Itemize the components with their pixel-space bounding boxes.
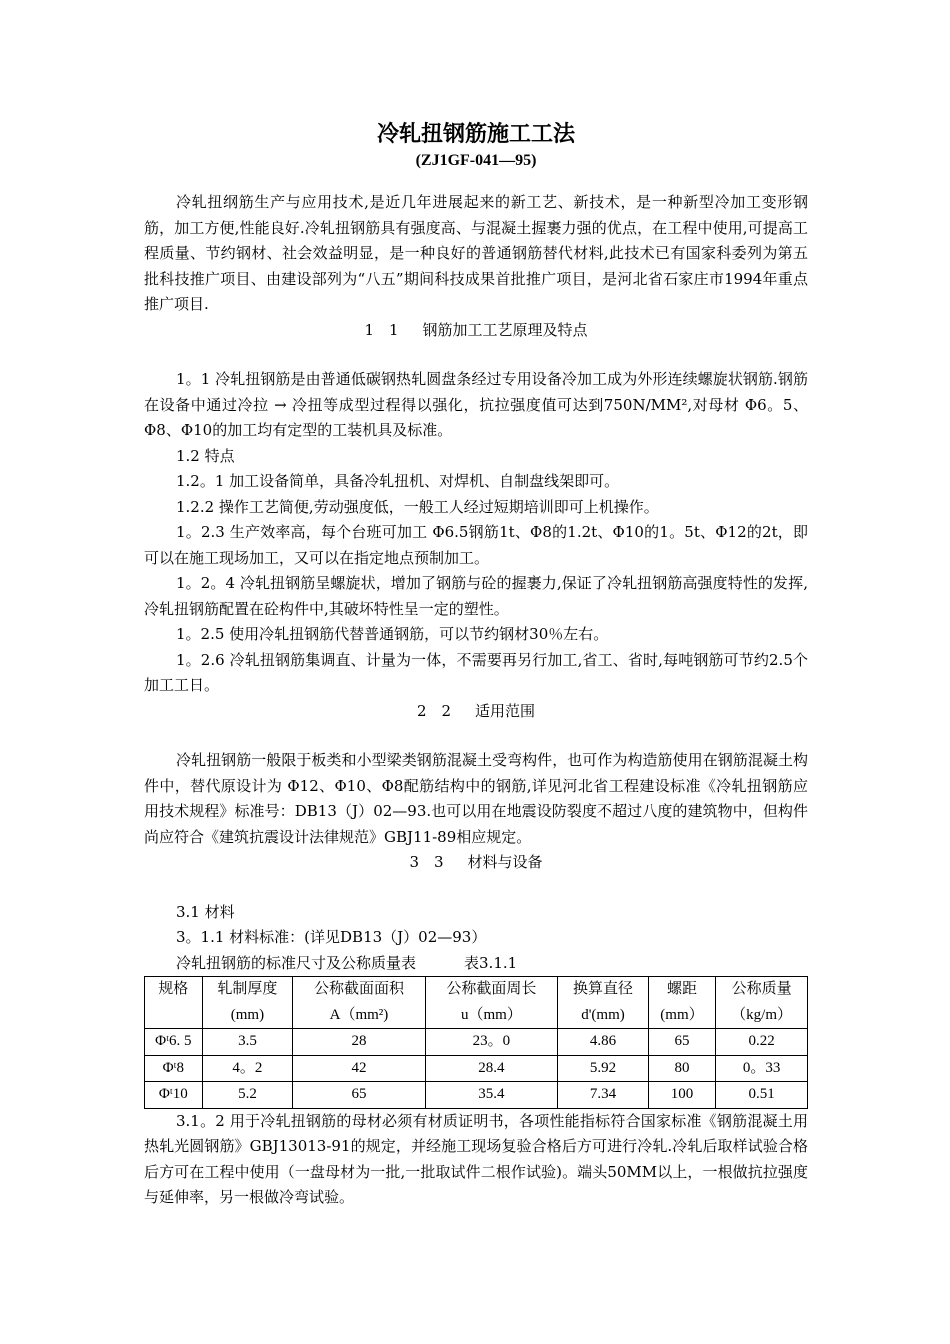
table-cell: 65 [648,1029,715,1056]
table-cell: 3.5 [202,1029,293,1056]
table-header-cell [558,977,649,1029]
section-3-number: 3 3 [409,853,444,871]
table-cell: 0。33 [716,1055,808,1082]
header-line-2: （kg/m） [731,1006,792,1023]
table-cell: 80 [648,1055,715,1082]
header-line-2: d'(mm) [581,1006,625,1023]
paragraph-1-2-1: 1.2。1 加工设备简单，具备冷轧扭机、对焊机、自制盘线架即可。 [176,472,620,490]
document-title: 冷轧扭钢筋施工工法 [376,121,575,147]
table-caption [144,951,808,977]
paragraph-1-2: 1.2 特点 [176,446,235,465]
paragraph-1-2-4: 1。2。4 冷轧扭钢筋呈螺旋状，增加了钢筋与砼的握裹力,保证了冷轧扭钢筋高强度特性的发挥,冷轧扭钢筋配置在砼构件中,其破坏特性呈一定的塑性。 [144,574,808,618]
table-cell: 28 [293,1029,425,1056]
paragraph-2: 冷轧扭钢筋一般限于板类和小型梁类钢筋混凝土受弯构件，也可作为构造筋使用在钢筋混凝土构件中，替代原设计为 Φ12、Φ10、Φ8配筋结构中的钢筋,详见河北省工程建设标准《冷轧扭钢筋应用技术规程》标准号：DB13（J）02—93.也可以用在地震设防裂度不超过八度的建筑物中，但构件尚应符合《建筑抗震设计法律规范》GBJ11-89相应规定。 [144,751,808,846]
section-1-number: 1 1 [364,320,399,339]
table-cell: 65 [293,1082,425,1109]
table-header-cell [202,977,293,1029]
paragraph-3-1: 3.1 材料 [176,902,235,921]
header-line-1: 公称截面面积 [313,981,404,997]
paragraph-1-2-5: 1。2.5 使用冷轧扭钢筋代替普通钢筋，可以节约钢材30％左右。 [176,625,609,643]
paragraph-1-2-6: 1。2.6 冷轧扭钢筋集调直、计量为一体，不需要再另行加工,省工、省时,每吨钢筋可节约2.5个加工工日。 [144,650,808,694]
header-line-1: 公称质量 [731,981,792,997]
table-header-cell [716,977,808,1029]
table-cell: 0.51 [716,1082,808,1109]
paragraph-1-2-2: 1.2.2 操作工艺简便,劳动强度低，一般工人经过短期培训即可上机操作。 [176,497,659,516]
table-cell: 7.34 [558,1082,649,1109]
table-number: 表3.1.1 [464,953,518,972]
header-line-1: 换算直径 [572,981,633,997]
table-cell: Φᵗ6. 5 [145,1029,203,1056]
paragraph-1-1: 1。1 冷轧扭钢筋是由普通低碳钢热轧圆盘条经过专用设备冷加工成为外形连续螺旋状钢筋.钢筋在设备中通过冷拉 → 冷扭等成型过程得以强化，抗拉强度值可达到750N/MM²,对母材 Φ6。5、Φ8、Φ10的加工均有定型的工装机具及标准。 [144,370,808,439]
paragraph-3-1-1: 3。1.1 材料标准：(详见DB13（J）02—93） [176,928,487,946]
table-header-cell [293,977,425,1029]
paragraph-1-2-3: 1。2.3 生产效率高，每个台班可加工 Φ6.5钢筋1t、Φ8的1.2t、Φ10的1。5t、Φ12的2t，即可以在施工现场加工，又可以在指定地点预制加工。 [144,523,808,567]
table-cell: 100 [648,1082,715,1109]
table-cell: 42 [293,1055,425,1082]
table-cell: 4.86 [558,1029,649,1056]
table-cell: 0.22 [716,1029,808,1056]
table-caption-text: 冷轧扭钢筋的标准尺寸及公称质量表 [176,953,417,972]
header-line-2: (mm) [230,1006,265,1023]
section-2-number: 2 2 [416,701,452,720]
table-cell: 23。0 [425,1029,557,1056]
header-line-1: 规格 [158,981,189,997]
header-line-2 [147,1003,200,1029]
header-line-2: A（mm²) [329,1006,389,1023]
document-body [144,118,808,1211]
header-line-1: 公称截面周长 [446,981,537,997]
table-row [145,1029,808,1056]
section-2-title: 适用范围 [475,701,536,720]
paragraph-3-1-2: 3.1。2 用于冷轧扭钢筋的母材必须有材质证明书，各项性能指标符合国家标准《钢筋混凝土用热轧光圆钢筋》GBJ13013-91的规定，并经施工现场复验合格后方可进行冷轧.冷轧后取样试验合格后方可在工程中使用（一盘母材为一批,一批取试件二根作试验)。端头50MM以上，一根做抗拉强度与延伸率，另一根做冷弯试验。 [144,1111,808,1206]
header-line-1: 螺距 [666,981,697,997]
table-header-cell [648,977,715,1029]
section-1-heading [144,318,808,344]
section-3-heading [144,850,808,876]
header-line-1: 轧制厚度 [217,981,278,997]
table-row [145,1082,808,1109]
table-cell: 5.92 [558,1055,649,1082]
table-header-cell [145,977,203,1029]
document-code: (ZJ1GF-041—95) [415,152,537,169]
section-1-title: 钢筋加工工艺原理及特点 [422,320,588,339]
table-header-cell [425,977,557,1029]
table-cell: 4。2 [202,1055,293,1082]
table-header-row [145,977,808,1029]
header-line-2: (mm） [660,1006,704,1023]
section-2-heading [144,699,808,725]
table-cell: Φᵗ8 [145,1055,203,1082]
table-row [145,1055,808,1082]
table-cell: 28.4 [425,1055,557,1082]
header-line-2: u（mm） [461,1006,522,1023]
spec-table [144,976,808,1109]
intro-paragraph: 冷轧扭纲筋生产与应用技术,是近几年进展起来的新工艺、新技术，是一种新型冷加工变形钢筋，加工方便,性能良好.冷轧扭钢筋具有强度高、与混凝土握裹力强的优点，在工程中使用,可提高工程质量、节约钢材、社会效益明显，是一种良好的普通钢筋替代材料,此技术已有国家科委列为第五批科技推广项目、由建设部列为“八五”期间科技成果首批推广项目，是河北省石家庄市1994年重点推广项目. [144,193,808,313]
table-cell: 5.2 [202,1082,293,1109]
section-3-title: 材料与设备 [467,853,543,871]
table-cell: Φᵗ10 [145,1082,203,1109]
table-cell: 35.4 [425,1082,557,1109]
